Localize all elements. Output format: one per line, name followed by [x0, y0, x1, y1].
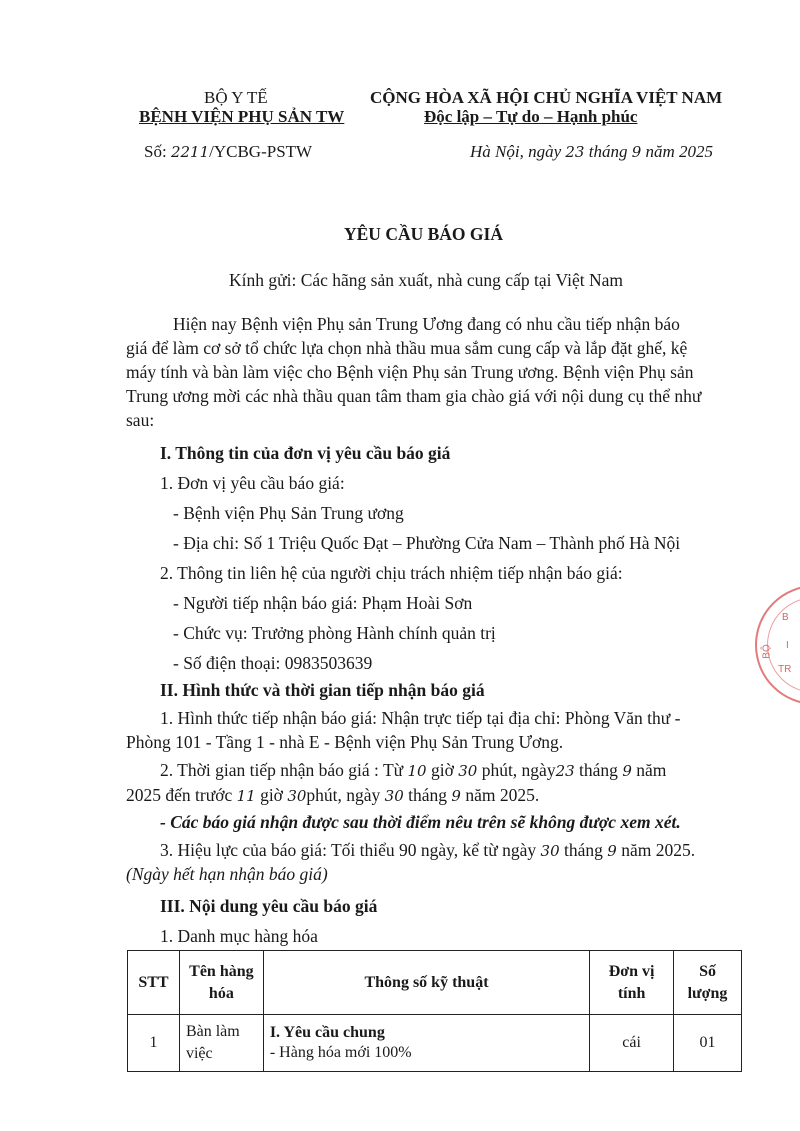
section-3-heading: III. Nội dung yêu cầu báo giá — [160, 896, 378, 916]
intro-line-4: Trung ương mời các nhà thầu quan tâm tham gia chào giá với nội dung cụ thể như — [126, 386, 702, 406]
greeting: Kính gửi: Các hãng sản xuất, nhà cung cấp tại Việt Nam — [229, 270, 623, 290]
time-text-b: giờ — [430, 760, 454, 780]
document-number — [144, 142, 312, 162]
unit-name: - Bệnh viện Phụ Sản Trung ương — [173, 503, 404, 523]
intro-line-2: giá để làm cơ sở tổ chức lựa chọn nhà thầu mua sắm cung cấp và lắp đặt ghế, kệ — [126, 338, 688, 358]
table-header-row — [128, 951, 742, 1015]
ministry-name: BỘ Y TẾ — [204, 88, 268, 107]
time2-text-b: giờ — [260, 785, 283, 805]
country-name: CỘNG HÒA XÃ HỘI CHỦ NGHĨA VIỆT NAM — [370, 88, 723, 107]
seal-letter-3: I — [786, 640, 789, 651]
table-row — [128, 1015, 742, 1072]
hospital-name: BỆNH VIỆN PHỤ SẢN TW — [139, 107, 345, 126]
date-month: 9 — [631, 143, 642, 161]
row-unit: cái — [590, 1015, 674, 1072]
date-prefix: Hà Nội, ngày — [470, 142, 562, 161]
validity-text-b: tháng — [564, 840, 603, 860]
time2-hw-hour: 11 — [236, 787, 256, 805]
receiver-position: - Chức vụ: Trưởng phòng Hành chính quản trị — [173, 623, 496, 643]
time-hw-month: 9 — [622, 762, 632, 780]
row-name-line-1: Bàn làm — [185, 1023, 240, 1040]
section-3-item-1: 1. Danh mục hàng hóa — [160, 926, 318, 946]
time-hw-minute: 30 — [458, 762, 478, 780]
intro-line-3: máy tính và bàn làm việc cho Bệnh viện Phụ sản Trung ương. Bệnh viện Phụ sản — [126, 362, 694, 382]
col-unit-line-2: tính — [617, 984, 646, 1002]
date-month-label: tháng — [588, 142, 628, 161]
document-date — [470, 142, 713, 162]
time-text-c: phút, ngày — [481, 760, 556, 780]
time2-hw-month: 9 — [451, 787, 461, 805]
col-name — [179, 951, 263, 1015]
doc-no-suffix: /YCBG-PSTW — [209, 142, 313, 161]
time-text-a: 2. Thời gian tiếp nhận báo giá : Từ — [160, 760, 404, 780]
validity-note: (Ngày hết hạn nhận báo giá) — [126, 864, 328, 884]
row-spec-line: - Hàng hóa mới 100% — [269, 1044, 412, 1061]
document-title: YÊU CẦU BÁO GIÁ — [344, 224, 503, 244]
time-text-e: năm — [636, 760, 667, 780]
col-unit — [590, 951, 674, 1015]
col-name-line-1: Tên hàng — [189, 962, 254, 980]
validity-hw-month: 9 — [607, 842, 617, 860]
form-line-2: Phòng 101 - Tầng 1 - nhà E - Bệnh viện Phụ Sản Trung Ương. — [126, 732, 564, 752]
form-line-1: 1. Hình thức tiếp nhận báo giá: Nhận trực tiếp tại địa chỉ: Phòng Văn thư - — [160, 708, 681, 728]
date-day: 23 — [565, 143, 585, 161]
seal-letter-1: B — [782, 612, 789, 623]
col-name-line-2: hóa — [208, 984, 234, 1002]
validity-line — [160, 840, 695, 861]
time-hw-day: 23 — [555, 762, 575, 780]
col-qty-line-1: Số — [699, 962, 716, 980]
time2-text-d: tháng — [408, 785, 448, 805]
intro-line-5: sau: — [126, 410, 155, 430]
date-year-label: năm 2025 — [645, 142, 714, 161]
receiver-phone: - Số điện thoại: 0983503639 — [173, 653, 373, 673]
intro-line-1: Hiện nay Bệnh viện Phụ sản Trung Ương đang có nhu cầu tiếp nhận báo — [173, 314, 680, 334]
time2-hw-minute: 30 — [287, 787, 307, 805]
validity-text-c: năm 2025. — [621, 840, 696, 860]
row-qty: 01 — [674, 1015, 742, 1072]
time2-text-c: phút, ngày — [306, 785, 381, 805]
goods-table — [127, 950, 742, 1072]
section-1-heading: I. Thông tin của đơn vị yêu cầu báo giá — [160, 443, 451, 463]
time-hw-hour: 10 — [407, 762, 427, 780]
time2-hw-day: 30 — [384, 787, 404, 805]
receiver-name: - Người tiếp nhận báo giá: Phạm Hoài Sơn — [173, 593, 473, 613]
national-motto: Độc lập – Tự do – Hạnh phúc — [424, 107, 638, 126]
time-line-2 — [126, 785, 539, 806]
col-stt: STT — [128, 951, 180, 1015]
deadline-note: - Các báo giá nhận được sau thời điểm nêu trên sẽ không được xem xét. — [160, 812, 681, 832]
doc-no-prefix: Số: — [144, 142, 167, 161]
col-spec: Thông số kỹ thuật — [263, 951, 589, 1015]
col-qty — [674, 951, 742, 1015]
unit-address: - Địa chỉ: Số 1 Triệu Quốc Đạt – Phường Cửa Nam – Thành phố Hà Nội — [173, 533, 681, 553]
seal-letter-2: BỘ — [761, 644, 773, 659]
time2-text-e: năm 2025. — [465, 785, 540, 805]
section-1-item-2: 2. Thông tin liên hệ của người chịu trách nhiệm tiếp nhận báo giá: — [160, 563, 623, 583]
row-name-line-2: việc — [185, 1045, 213, 1062]
doc-no-handwritten: 2211 — [170, 143, 210, 161]
validity-text-a: 3. Hiệu lực của báo giá: Tối thiểu 90 ngày, kể từ ngày — [160, 840, 537, 860]
validity-hw-day: 30 — [540, 842, 560, 860]
row-spec-title: I. Yêu cầu chung — [269, 1024, 385, 1041]
time2-text-a: 2025 đến trước — [126, 785, 233, 805]
time-text-d: tháng — [579, 760, 618, 780]
col-qty-line-2: lượng — [687, 984, 728, 1002]
row-stt: 1 — [128, 1015, 180, 1072]
section-2-heading: II. Hình thức và thời gian tiếp nhận báo giá — [160, 680, 485, 700]
seal-letter-4: TR — [778, 664, 792, 675]
row-name — [179, 1015, 263, 1072]
col-unit-line-1: Đơn vị — [608, 962, 655, 980]
row-spec — [263, 1015, 589, 1072]
section-1-item-1: 1. Đơn vị yêu cầu báo giá: — [160, 473, 345, 493]
time-line-1 — [160, 760, 666, 781]
